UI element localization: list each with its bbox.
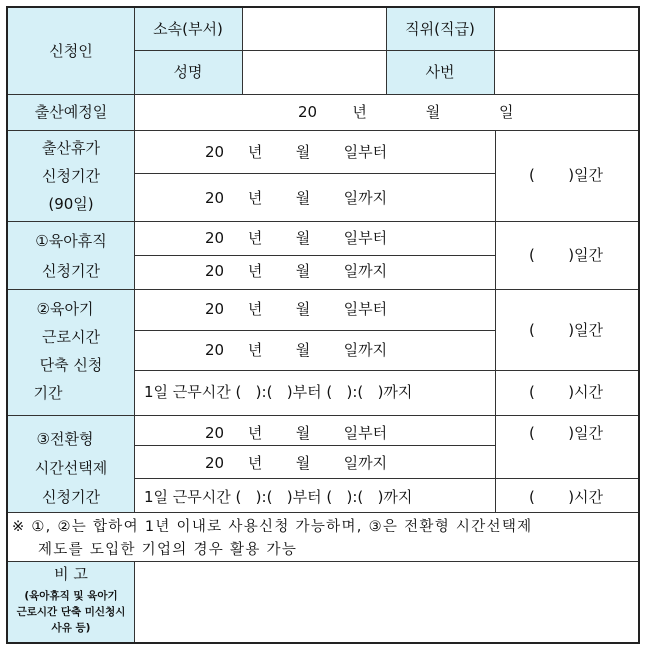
- maternity-label-line: (90일): [48, 195, 94, 213]
- parental-label-line: 신청기간: [42, 262, 100, 280]
- applicant-label: 신청인: [49, 42, 93, 60]
- due-date-value[interactable]: 20 년 월 일: [298, 103, 514, 121]
- note-line-1: ※ ①, ②는 합하여 1년 이내로 사용신청 가능하며, ③은 전환형 시간선택제: [12, 519, 533, 535]
- flex-time-days-field[interactable]: ( )일간: [528, 424, 604, 442]
- reduced-hours-to-field[interactable]: 20 년 월 일까지: [205, 341, 388, 359]
- reduced-hours-label-line: 근로시간: [42, 328, 100, 346]
- note-line-2: 제도를 도입한 기업의 경우 활용 가능: [38, 542, 298, 558]
- position-label: 직위(직급): [405, 20, 475, 38]
- reduced-hours-from-field[interactable]: 20 년 월 일부터: [205, 300, 388, 318]
- maternity-from-field[interactable]: 20 년 월 일부터: [205, 143, 388, 161]
- dept-field[interactable]: [244, 10, 384, 48]
- reduced-hours-days-field[interactable]: ( )일간: [528, 321, 604, 339]
- name-label: 성명: [173, 63, 203, 81]
- parental-from-field[interactable]: 20 년 월 일부터: [205, 229, 388, 247]
- flex-time-label-line: 시간선택제: [34, 459, 108, 477]
- reduced-hours-total-field[interactable]: ( )시간: [528, 383, 604, 401]
- flex-time-label-line: ③전환형: [36, 430, 94, 448]
- flex-time-total-field[interactable]: ( )시간: [528, 488, 604, 506]
- maternity-days-field[interactable]: ( )일간: [528, 166, 604, 184]
- maternity-label-line: 출산휴가: [42, 139, 100, 157]
- flex-time-daily-field[interactable]: 1일 근무시간 ( ):( )부터 ( ):( )까지: [144, 488, 413, 506]
- position-field[interactable]: [496, 10, 636, 48]
- reduced-hours-label-line: 단축 신청: [39, 356, 103, 374]
- due-date-label: 출산예정일: [34, 103, 108, 121]
- reduced-hours-label-line: 기간: [33, 384, 63, 402]
- maternity-label-line: 신청기간: [42, 167, 100, 185]
- remarks-sub-line: 사유 등): [51, 622, 91, 634]
- reduced-hours-daily-field[interactable]: 1일 근무시간 ( ):( )부터 ( ):( )까지: [144, 383, 413, 401]
- name-field[interactable]: [244, 52, 384, 92]
- dept-label: 소속(부서): [153, 20, 223, 38]
- remarks-sub-line: 근로시간 단축 미신청시: [16, 606, 126, 618]
- parental-to-field[interactable]: 20 년 월 일까지: [205, 262, 388, 280]
- remarks-sub-line: (육아휴직 및 육아기: [24, 590, 118, 602]
- empno-field[interactable]: [496, 52, 636, 92]
- parental-days-field[interactable]: ( )일간: [528, 246, 604, 264]
- remarks-field[interactable]: [136, 563, 636, 640]
- maternity-to-field[interactable]: 20 년 월 일까지: [205, 189, 388, 207]
- flex-time-to-field[interactable]: 20 년 월 일까지: [205, 454, 388, 472]
- flex-time-from-field[interactable]: 20 년 월 일부터: [205, 424, 388, 442]
- reduced-hours-label-line: ②육아기: [36, 300, 94, 318]
- flex-time-label-line: 신청기간: [42, 488, 100, 506]
- empno-label: 사번: [425, 63, 455, 81]
- remarks-label: 비 고: [54, 565, 88, 583]
- application-form: [6, 6, 640, 644]
- parental-label-line: ①육아휴직: [35, 232, 107, 250]
